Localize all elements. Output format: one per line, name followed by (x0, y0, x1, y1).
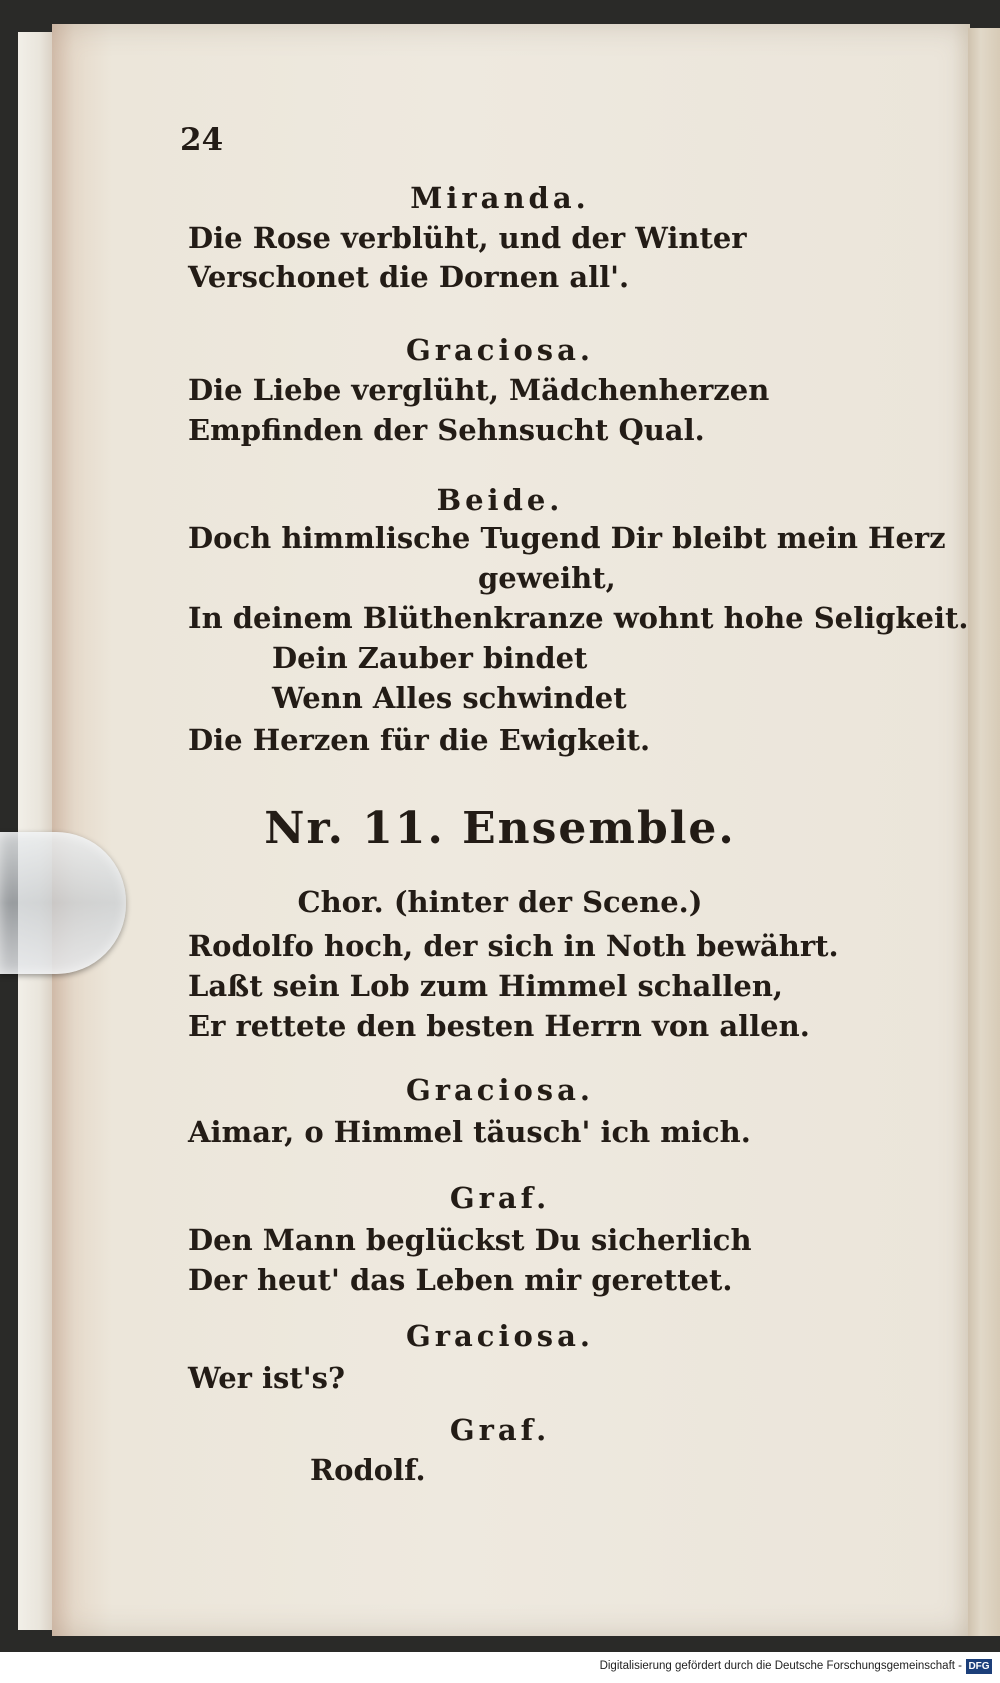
verse-line: In deinem Blüthenkranze wohnt hohe Seligkeit. (188, 601, 969, 635)
verse-line: Den Mann beglückst Du sicherlich (188, 1223, 752, 1257)
verse-line: Wenn Alles schwindet (272, 681, 627, 715)
speaker-graciosa: Graciosa. (405, 333, 595, 367)
speaker-chor: Chor. (hinter der Scene.) (297, 885, 703, 919)
speaker-miranda: Miranda. (410, 181, 590, 215)
verse-line: Empfinden der Sehnsucht Qual. (188, 413, 705, 447)
verse-line: Die Liebe verglüht, Mädchenherzen (188, 373, 770, 407)
verse-line: Wer ist's? (188, 1361, 345, 1395)
footer-credit: Digitalisierung gefördert durch die Deutsche Forschungsgemeinschaft - (599, 1660, 962, 1672)
speaker-graf: Graf. (449, 1413, 551, 1447)
speaker-graf: Graf. (449, 1181, 551, 1215)
verse-line: Laßt sein Lob zum Himmel schallen, (188, 969, 783, 1003)
verse-line: Aimar, o Himmel täusch' ich mich. (188, 1115, 751, 1149)
speaker-beide: Beide. (436, 483, 564, 517)
footer-bar (0, 1652, 1000, 1683)
verse-line: Dein Zauber bindet (272, 641, 588, 675)
dfg-logo-icon: DFG (966, 1659, 992, 1674)
verse-line: Die Herzen für die Ewigkeit. (188, 723, 651, 757)
speaker-graciosa: Graciosa. (405, 1319, 595, 1353)
verse-line: geweiht, (478, 561, 616, 595)
verse-line: Doch himmlische Tugend Dir bleibt mein Herz (188, 521, 946, 555)
verse-line: Die Rose verblüht, und der Winter (188, 221, 747, 255)
verse-line: Rodolf. (310, 1453, 426, 1487)
verse-line: Verschonet die Dornen all'. (188, 260, 630, 294)
speaker-graciosa: Graciosa. (405, 1073, 595, 1107)
verse-line: Rodolfo hoch, der sich in Noth bewährt. (188, 929, 839, 963)
section-heading: Nr. 11. Ensemble. (264, 803, 736, 854)
verse-line: Der heut' das Leben mir gerettet. (188, 1263, 733, 1297)
verse-line: Er rettete den besten Herrn von allen. (188, 1009, 810, 1043)
page-number: 24 (180, 122, 224, 158)
